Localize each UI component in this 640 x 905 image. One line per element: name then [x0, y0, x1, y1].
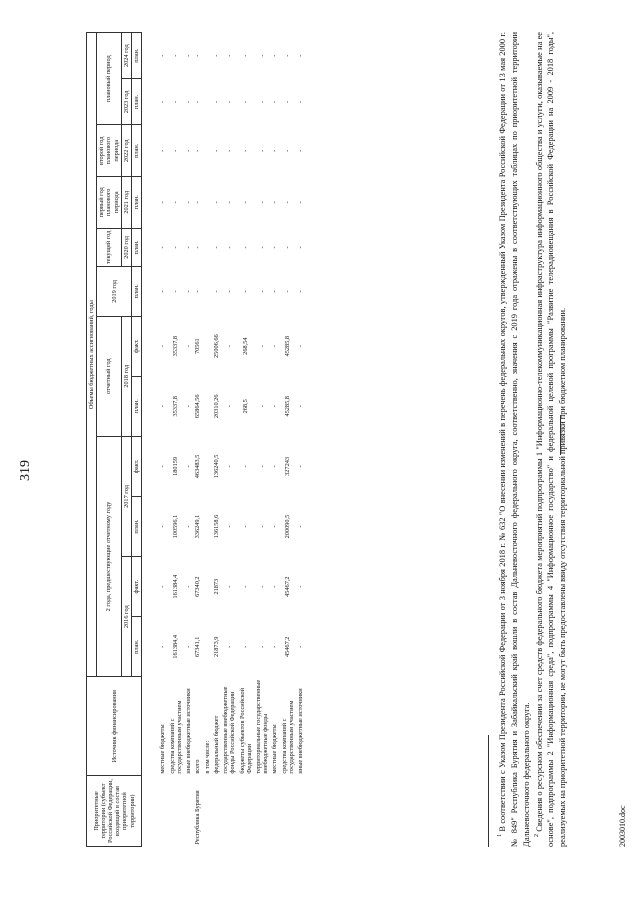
value-cell: -	[258, 345, 266, 348]
value-cell: -	[225, 585, 233, 588]
header-plan: план.	[132, 33, 142, 79]
header-plan: план.	[132, 496, 142, 556]
value-cell: -	[185, 585, 193, 588]
value-cell: -	[258, 645, 266, 648]
value-cell: -	[284, 100, 292, 103]
header-fact: факт.	[132, 436, 142, 496]
header-2020: 2020 год	[121, 228, 131, 267]
source-cell: местные бюджеты	[159, 724, 167, 774]
value-cell: 45285,8	[284, 335, 292, 357]
value-cell: -	[242, 290, 250, 293]
header-plan: план.	[132, 376, 142, 436]
value-cell: -	[284, 54, 292, 57]
value-cell: -	[271, 405, 279, 408]
header-first-year: первый год планового периода	[97, 177, 122, 229]
value-cell: 336249,1	[194, 514, 202, 539]
value-cell: -	[225, 645, 233, 648]
value-cell: -	[242, 100, 250, 103]
header-plan: план.	[132, 617, 142, 677]
territory-cell	[254, 776, 270, 847]
value-cell: -	[297, 201, 305, 204]
value-cell	[203, 228, 212, 267]
table-row	[158, 33, 167, 847]
value-cell: -	[284, 290, 292, 293]
header-plan: план.	[132, 79, 142, 125]
value-cell: -	[172, 246, 180, 249]
footnote-divider	[488, 735, 489, 847]
value-cell: -	[258, 54, 266, 57]
value-cell: -	[172, 100, 180, 103]
value-cell: -	[297, 100, 305, 103]
value-cell: -	[258, 290, 266, 293]
value-cell	[203, 617, 212, 677]
source-cell: средства компаний с государственным участием	[168, 700, 183, 774]
table-row	[203, 33, 212, 847]
header-2019: 2019 год	[97, 267, 132, 316]
value-cell: 327243	[284, 456, 292, 476]
value-cell: -	[258, 585, 266, 588]
header-plan: план.	[132, 177, 142, 229]
value-cell: 35337,8	[172, 335, 180, 357]
value-cell: -	[297, 645, 305, 648]
value-cell: -	[242, 54, 250, 57]
value-cell: 200090,5	[284, 514, 292, 539]
header-plan: план.	[132, 228, 142, 267]
value-cell: -	[159, 345, 167, 348]
value-cell: -	[242, 585, 250, 588]
value-cell: -	[242, 645, 250, 648]
value-cell: 100596,1	[172, 514, 180, 539]
territory-cell	[168, 776, 184, 847]
value-cell: -	[194, 290, 202, 293]
footnote-2-text: Сведения о ресурсном обеспечении за счет средств федерального бюджета мероприятий подпрограммы 1 "Информационно-телекоммуникационная инфраструктура информационного общества и услуги, оказываемые на ее основе", подпрограммы 2 "Информационная среда", подпрограммы 4 "Информационное государство" и федеральной целевой программы "Развитие телерадиовещания в Российской Федерации на 2009 - 2018 годы", реализуемых на приоритетной территории, не могут быть предоставлены ввиду отсутствия территориальной привязки при бюджетном планировании.	[534, 32, 568, 847]
value-cell	[203, 436, 212, 496]
value-cell: -	[258, 525, 266, 528]
value-cell: 45467,2	[284, 576, 292, 597]
value-cell: -	[297, 465, 305, 468]
territory-cell	[270, 776, 279, 847]
page-number: 319	[18, 460, 33, 481]
source-cell: бюджеты субъектов Российской Федерации	[238, 687, 253, 774]
value-cell: 136158,6	[212, 514, 220, 539]
value-cell: -	[159, 246, 167, 249]
value-cell: -	[297, 345, 305, 348]
value-cell: -	[297, 246, 305, 249]
header-2018: 2018 год	[121, 316, 131, 436]
table-header	[87, 33, 142, 847]
value-cell: -	[225, 201, 233, 204]
value-cell: -	[271, 525, 279, 528]
value-cell: -	[159, 645, 167, 648]
value-cell: -	[185, 525, 193, 528]
value-cell: 268,54	[242, 337, 250, 355]
value-cell: -	[284, 149, 292, 152]
territory-cell	[158, 776, 167, 847]
value-cell: -	[225, 100, 233, 103]
value-cell: -	[225, 465, 233, 468]
value-cell: -	[258, 465, 266, 468]
header-territory: Приоритетные территории (субъект Российской Федерации, входящий в состав приоритетной территории)	[87, 776, 142, 847]
table-row	[168, 33, 184, 847]
value-cell: -	[172, 149, 180, 152]
table-row	[296, 33, 305, 847]
header-fact: факт.	[132, 316, 142, 376]
source-cell: в том числе:	[203, 740, 211, 774]
table-row	[193, 33, 202, 847]
source-cell: средства компаний с государственным участием	[280, 700, 295, 774]
value-cell: -	[185, 201, 193, 204]
header-source: Источник финансирования	[87, 677, 142, 776]
value-cell: 70561	[194, 338, 202, 355]
territory-cell	[184, 776, 193, 847]
value-cell: -	[258, 201, 266, 204]
territory-cell	[221, 776, 237, 847]
value-cell: -	[172, 290, 180, 293]
value-cell: -	[159, 149, 167, 152]
value-cell: -	[284, 201, 292, 204]
header-volumes: Объемы бюджетных ассигнований, годы	[87, 33, 97, 677]
source-cell: территориальные государственные внебюджетные фонды	[254, 679, 270, 774]
value-cell: -	[194, 149, 202, 152]
value-cell: -	[225, 525, 233, 528]
value-cell: -	[172, 201, 180, 204]
source-cell: всего	[194, 759, 202, 774]
table-row	[280, 33, 296, 847]
value-cell: -	[185, 345, 193, 348]
table-row	[212, 33, 221, 847]
value-cell: -	[271, 201, 279, 204]
value-cell: -	[159, 525, 167, 528]
value-cell: -	[271, 149, 279, 152]
value-cell: -	[242, 465, 250, 468]
header-fact: факт.	[132, 557, 142, 617]
value-cell: 21873	[212, 578, 220, 595]
value-cell	[203, 177, 212, 229]
value-cell: -	[159, 201, 167, 204]
territory-cell	[238, 776, 254, 847]
value-cell: -	[271, 100, 279, 103]
footnote-1	[496, 32, 533, 847]
value-cell: -	[212, 54, 220, 57]
value-cell	[203, 125, 212, 177]
value-cell	[203, 557, 212, 617]
value-cell: 67340,2	[194, 576, 202, 597]
footnotes	[496, 32, 569, 847]
header-reporting-year: отчетный год	[97, 316, 122, 436]
value-cell: -	[159, 465, 167, 468]
value-cell: -	[212, 201, 220, 204]
value-cell: -	[258, 246, 266, 249]
value-cell: -	[185, 149, 193, 152]
value-cell: -	[185, 100, 193, 103]
header-2023: 2023 год	[121, 79, 131, 125]
header-plan: план.	[132, 267, 142, 316]
value-cell: -	[194, 201, 202, 204]
value-cell: 161384,4	[172, 634, 180, 659]
value-cell: 67341,1	[194, 636, 202, 658]
header-2017: 2017 год	[121, 436, 131, 556]
header-two-years: 2 года, предшествующие отчетному году	[97, 436, 122, 677]
territory-cell	[203, 776, 212, 847]
value-cell: -	[159, 54, 167, 57]
value-cell: -	[185, 405, 193, 408]
budget-table	[86, 32, 305, 847]
value-cell: 35337,8	[172, 396, 180, 417]
document-code: 2003010.doc	[618, 805, 627, 847]
table-row	[184, 33, 193, 847]
value-cell: -	[172, 54, 180, 57]
value-cell: -	[225, 405, 233, 408]
value-cell: -	[297, 525, 305, 528]
value-cell	[203, 33, 212, 79]
value-cell: -	[159, 585, 167, 588]
value-cell: -	[242, 246, 250, 249]
territory-cell	[296, 776, 305, 847]
header-2024: 2024 год	[121, 33, 131, 79]
value-cell: -	[271, 54, 279, 57]
value-cell: -	[194, 246, 202, 249]
value-cell	[203, 376, 212, 436]
value-cell: 25006,66	[212, 334, 220, 358]
table-row	[270, 33, 279, 847]
value-cell: 136240,5	[212, 454, 220, 479]
value-cell	[203, 79, 212, 125]
value-cell: -	[159, 100, 167, 103]
value-cell: -	[212, 246, 220, 249]
value-cell: -	[225, 246, 233, 249]
header-2022: 2022 год	[121, 125, 131, 177]
value-cell: -	[271, 585, 279, 588]
value-cell: -	[194, 100, 202, 103]
value-cell: 45467,2	[284, 636, 292, 658]
table-body	[142, 33, 305, 847]
source-cell: иные внебюджетные источники	[185, 688, 193, 774]
value-cell: -	[297, 290, 305, 293]
value-cell: -	[185, 645, 193, 648]
value-cell: -	[258, 405, 266, 408]
value-cell: -	[297, 54, 305, 57]
value-cell: -	[271, 290, 279, 293]
footnote-2-mark: 2	[533, 834, 540, 837]
value-cell: -	[212, 100, 220, 103]
source-cell: федеральный бюджет	[212, 715, 220, 774]
value-cell: -	[297, 149, 305, 152]
value-cell: -	[185, 465, 193, 468]
territory-cell	[212, 776, 221, 847]
value-cell: 180159	[172, 456, 180, 476]
value-cell: -	[212, 290, 220, 293]
value-cell: -	[271, 645, 279, 648]
header-second-year: второй год планового периода	[97, 125, 122, 177]
footnote-1-text: В соответствии с Указом Президента Российской Федерации от 3 ноября 2018 г. № 632 "О внесении изменений в перечень федеральных округов, утвержденный Указом Президента Российской Федерации от 13 мая 2000 г. № 849" Республика Бурятия и Забайкальский край вошли в состав Дальневосточного федерального округа, соответственно, значения с 2019 года отражены в соответствующих таблицах по приоритетной территории Дальневосточного федерального округа.	[497, 32, 531, 847]
header-2021: 2021 год	[121, 177, 131, 229]
territory-cell: Республика Бурятия	[194, 790, 202, 845]
value-cell: -	[225, 290, 233, 293]
value-cell: -	[159, 290, 167, 293]
value-cell: 21873,9	[212, 636, 220, 658]
value-cell: -	[185, 246, 193, 249]
header-plan: план.	[132, 125, 142, 177]
value-cell: -	[258, 149, 266, 152]
value-cell: -	[271, 246, 279, 249]
value-cell: 45285,8	[284, 396, 292, 417]
value-cell: -	[258, 100, 266, 103]
source-cell: местные бюджеты	[271, 724, 279, 774]
table-spacer-row	[142, 33, 159, 847]
value-cell: -	[185, 54, 193, 57]
value-cell	[203, 496, 212, 556]
footnote-1-mark: 1	[497, 834, 503, 837]
header-planning-period: плановый период	[97, 33, 122, 125]
value-cell: -	[242, 201, 250, 204]
value-cell: -	[225, 54, 233, 57]
value-cell: -	[284, 246, 292, 249]
source-cell: иные внебюджетные источники	[297, 688, 305, 774]
value-cell: -	[185, 290, 193, 293]
value-cell: 161384,4	[172, 574, 180, 599]
table-row	[221, 33, 237, 847]
value-cell: -	[297, 585, 305, 588]
table-row	[238, 33, 254, 847]
bottom-divider	[560, 415, 561, 455]
source-cell: государственные внебюджетные фонды Российской Федерации	[222, 686, 237, 774]
value-cell: -	[271, 345, 279, 348]
footnote-2	[533, 32, 570, 847]
value-cell: 20310,26	[212, 394, 220, 419]
value-cell: 65864,56	[194, 394, 202, 419]
value-cell: -	[242, 525, 250, 528]
value-cell: 268,5	[242, 399, 250, 414]
value-cell: -	[271, 465, 279, 468]
value-cell: -	[225, 149, 233, 152]
value-cell: -	[212, 149, 220, 152]
value-cell: 463483,5	[194, 454, 202, 479]
header-2016: 2016 год	[121, 557, 131, 677]
table-row	[254, 33, 270, 847]
value-cell	[203, 316, 212, 376]
value-cell	[203, 267, 212, 316]
value-cell: -	[242, 149, 250, 152]
header-current-year: текущий год	[97, 228, 122, 267]
value-cell: -	[194, 54, 202, 57]
value-cell: -	[225, 345, 233, 348]
territory-cell	[280, 776, 296, 847]
value-cell: -	[297, 405, 305, 408]
value-cell: -	[159, 405, 167, 408]
